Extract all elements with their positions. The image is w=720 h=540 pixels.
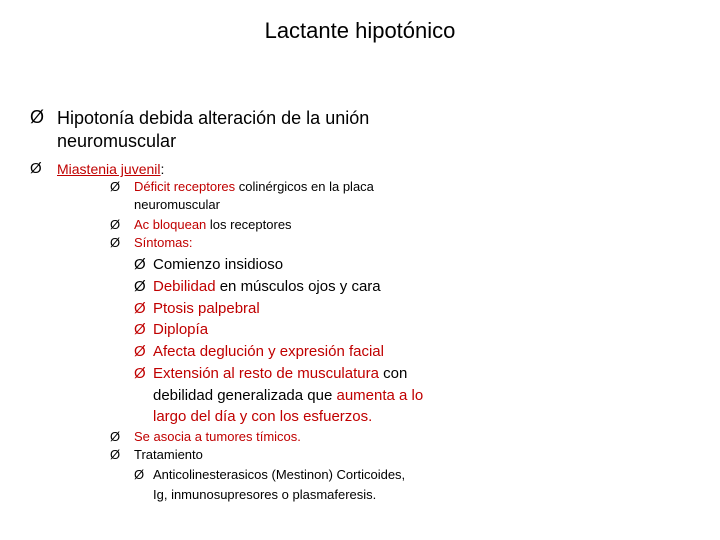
symptom-2-red: Debilidad — [153, 278, 216, 295]
arrow-bullet-icon: Ø — [110, 429, 121, 444]
tratamiento-heading: Tratamiento — [134, 447, 203, 462]
arrow-bullet-icon: Ø — [134, 343, 146, 360]
arrow-bullet-icon: Ø — [110, 179, 121, 194]
symptom-2-rest: en músculos ojos y cara — [215, 278, 381, 295]
treatment-line-1: Anticolinesterasicos (Mestinon) Corticoides, — [153, 467, 406, 482]
miastenia-link[interactable]: Miastenia juvenil — [57, 161, 161, 177]
symptom-6-red: Extensión al resto de musculatura — [153, 365, 379, 382]
arrow-bullet-icon: Ø — [134, 300, 146, 317]
deficit-rest: colinérgicos en la placa — [235, 179, 374, 194]
symptom-6-line-2 — [153, 385, 423, 406]
arrow-bullet-icon: Ø — [30, 107, 45, 127]
arrow-bullet-icon: Ø — [134, 278, 146, 295]
hipotonia-line-1: Hipotonía debida alteración de la unión — [57, 108, 370, 128]
arrow-bullet-icon: Ø — [30, 160, 42, 177]
arrow-bullet-icon: Ø — [134, 321, 146, 338]
deficit-line-2: neuromuscular — [134, 197, 220, 212]
symptom-5: Afecta deglución y expresión facial — [153, 343, 384, 360]
miastenia-colon: : — [160, 161, 165, 177]
ac-line — [134, 216, 292, 234]
deficit-line-1 — [134, 178, 374, 196]
symptom-6-line-1 — [153, 363, 407, 384]
arrow-bullet-icon: Ø — [134, 365, 146, 382]
slide-title: Lactante hipotónico — [264, 18, 456, 43]
arrow-bullet-icon: Ø — [134, 467, 145, 482]
arrow-bullet-icon: Ø — [110, 217, 121, 232]
miastenia-heading — [57, 160, 164, 178]
symptom-1: Comienzo insidioso — [153, 256, 284, 273]
arrow-bullet-icon: Ø — [134, 256, 146, 273]
treatment-line-2: Ig, inmunosupresores o plasmaferesis. — [153, 487, 377, 502]
ac-rest: los receptores — [206, 217, 292, 232]
symptom-6-line2-a: debilidad generalizada que — [153, 387, 337, 404]
sintomas-heading: Síntomas: — [134, 235, 193, 250]
ac-red: Ac bloquean — [134, 217, 207, 232]
symptom-2 — [153, 276, 381, 297]
tumores-line: Se asocia a tumores tímicos. — [134, 429, 301, 444]
deficit-red: Déficit receptores — [134, 179, 236, 194]
symptom-3: Ptosis palpebral — [153, 300, 260, 317]
symptom-6-line-3: largo del día y con los esfuerzos. — [153, 408, 373, 425]
arrow-bullet-icon: Ø — [110, 235, 121, 250]
symptom-6-rest: con — [378, 365, 408, 382]
symptom-4: Diplopía — [153, 321, 209, 338]
arrow-bullet-icon: Ø — [110, 447, 121, 462]
hipotonia-line-2: neuromuscular — [57, 131, 177, 151]
symptom-6-line2-red: aumenta a lo — [336, 387, 424, 404]
